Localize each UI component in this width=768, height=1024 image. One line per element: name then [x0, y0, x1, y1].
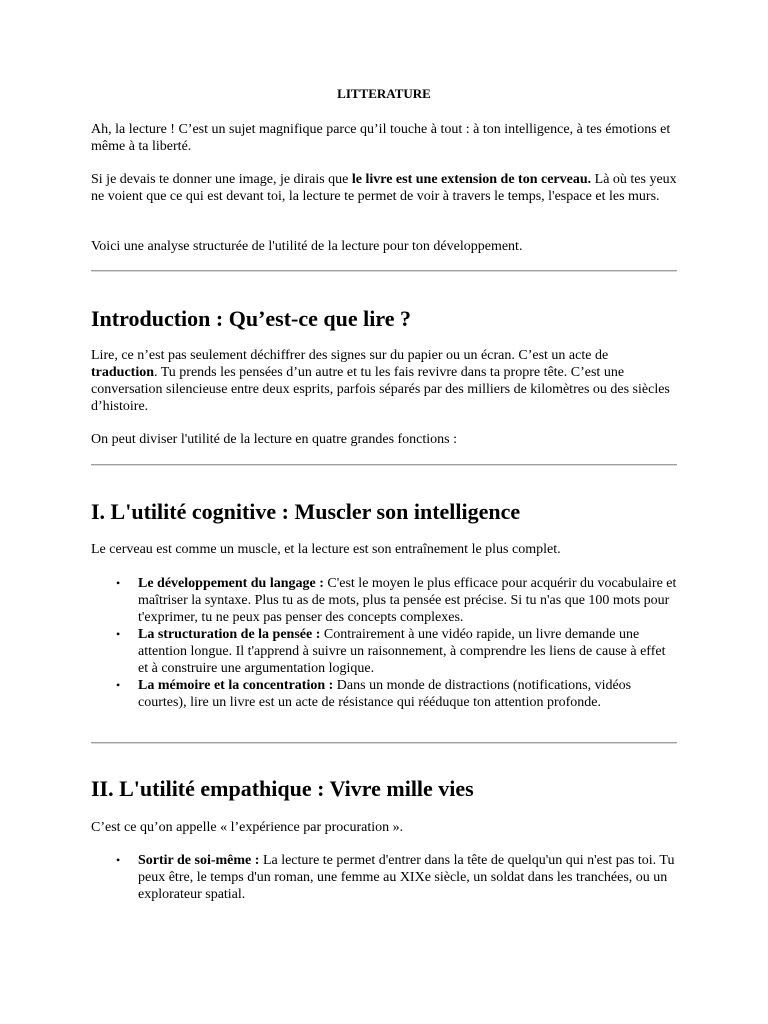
intro-p2-bold: le livre est une extension de ton cerveau.: [351, 172, 592, 187]
list-item-text: Dans un monde de distractions (notifications, vidéos courtes), lire un livre est un acte de résistance qui rééduque ton attention profonde.: [138, 678, 632, 710]
list-item-title: Sortir de soi-même :: [138, 853, 260, 868]
introduction-paragraph-2: On peut diviser l'utilité de la lecture en quatre grandes fonctions :: [91, 432, 458, 447]
intro-paragraph-3: Voici une analyse structurée de l'utilité de la lecture pour ton développement.: [91, 239, 523, 254]
list-item-text: C'est le moyen le plus efficace pour acquérir du vocabulaire et maîtriser la syntaxe. Plus tu as de mots, plus ta pensée est précise. Si tu n'as que 100 mots pour t'exprimer, tu ne peux pas penser des concepts complexes.: [138, 576, 677, 625]
introduction-p1-bold: traduction: [91, 365, 154, 380]
section-2-lead: C’est ce qu’on appelle « l’expérience par procuration ».: [91, 820, 404, 835]
list-item: [91, 852, 677, 903]
horizontal-rule: [91, 464, 677, 466]
document-title: LITTERATURE: [337, 86, 431, 101]
bullet-icon: •: [116, 678, 121, 692]
section-1-list: [91, 575, 677, 711]
introduction-p1-text-before: Lire, ce n’est pas seulement déchiffrer des signes sur du papier ou un écran. C’est un acte de: [91, 348, 609, 363]
intro-paragraph-2: [91, 171, 677, 205]
section-heading-cognitive: I. L'utilité cognitive : Muscler son intelligence: [91, 499, 521, 524]
section-2-list: [91, 852, 677, 903]
introduction-p1-text-after: . Tu prends les pensées d’un autre et tu les fais revivre dans ta propre tête. C’est une conversation silencieuse entre deux esprits, parfois séparés par des milliers de kilomètres ou des siècles d’histoire.: [91, 365, 670, 414]
intro-p2-text-after: Là où tes yeux ne voient que ce qui est devant toi, la lecture te permet de voir à travers le temps, l'espace et les murs.: [91, 172, 677, 204]
list-item-text: Contrairement à une vidéo rapide, un livre demande une attention longue. Il t'apprend à suivre un raisonnement, à comprendre les liens de cause à effet et à construire une argumentation logique.: [138, 627, 666, 676]
intro-p2-text-before: Si je devais te donner une image, je dirais que: [91, 172, 352, 187]
bullet-icon: •: [116, 576, 121, 590]
list-item: [91, 575, 677, 626]
horizontal-rule: [91, 742, 677, 744]
bullet-icon: •: [116, 853, 121, 867]
intro-paragraph-1: Ah, la lecture ! C’est un sujet magnifique parce qu’il touche à tout : à ton intelligence, à tes émotions et même à ta liberté.: [91, 122, 671, 154]
section-heading-empathique: II. L'utilité empathique : Vivre mille vies: [91, 776, 474, 801]
section-heading-introduction: Introduction : Qu’est-ce que lire ?: [91, 306, 411, 331]
horizontal-rule: [91, 270, 677, 272]
list-item-title: La mémoire et la concentration :: [138, 678, 334, 693]
list-item-text: La lecture te permet d'entrer dans la tête de quelqu'un qui n'est pas toi. Tu peux être, le temps d'un roman, une femme au XIXe siècle, un soldat dans les tranchées, ou un explorateur spatial.: [138, 853, 675, 902]
section-1-lead: Le cerveau est comme un muscle, et la lecture est son entraînement le plus complet.: [91, 542, 561, 557]
bullet-icon: •: [116, 627, 121, 641]
introduction-paragraph-1: [91, 347, 677, 415]
list-item: [91, 626, 677, 677]
list-item: [91, 677, 677, 711]
list-item-title: La structuration de la pensée :: [138, 627, 321, 642]
list-item-title: Le développement du langage :: [138, 576, 324, 591]
